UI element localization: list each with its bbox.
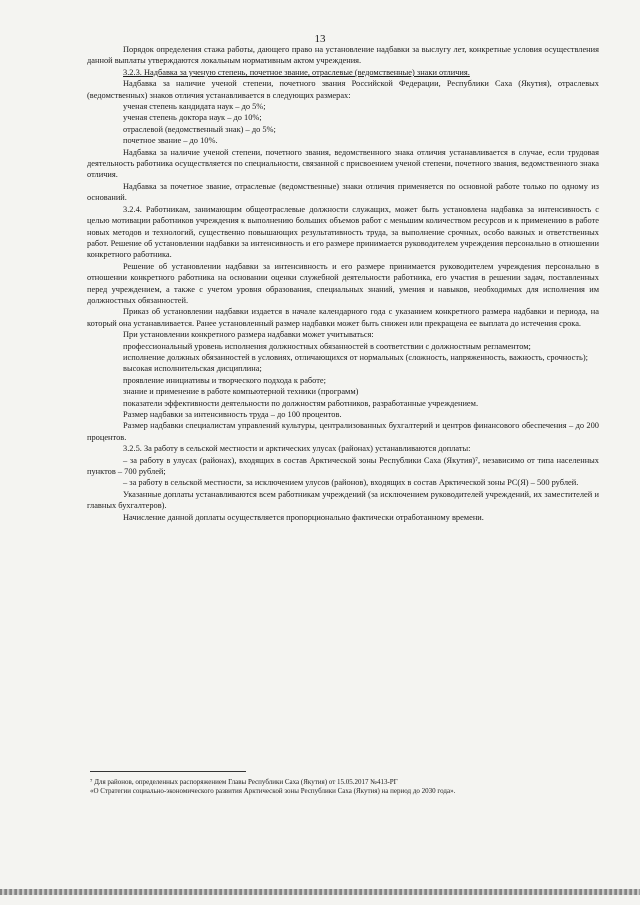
paragraph: Надбавка за почетное звание, отраслевые (ведомственные) знаки отличия применяется по основной работе только по одному из оснований. (87, 181, 599, 203)
list-item: ученая степень доктора наук – до 10%; (123, 113, 262, 123)
paragraph: Начисление данной доплаты осуществляется пропорционально фактически отработанному времени. (123, 512, 484, 522)
document-body (87, 44, 599, 523)
list-item: отраслевой (ведомственный знак) – до 5%; (123, 124, 276, 134)
paragraph: 3.2.5. За работу в сельской местности и арктических улусах (районах) устанавливаются доплаты: (123, 444, 471, 454)
list-item: профессиональный уровень исполнения должностных обязанностей в соответствии с должностным регламентом; (123, 341, 531, 351)
section-heading: 3.2.3. Надбавка за ученую степень, почетное звание, отраслевые (ведомственные) знаки отличия. (123, 67, 470, 77)
page-number: 13 (314, 33, 326, 45)
footnote-separator (90, 771, 246, 772)
paragraph: Размер надбавки за интенсивность труда – до 100 процентов. (123, 410, 342, 419)
list-item: – за работу в улусах (районах), входящих в состав Арктической зоны Республики Саха (Якутия)⁷, независимо от типа населенных пунктов – 700 рублей; (87, 455, 599, 477)
list-item: показатели эффективности деятельности по должностям работников, разработанные учреждением. (123, 398, 479, 408)
scan-edge (0, 889, 640, 895)
list-item: – за работу в сельской местности, за исключением улусов (районов), входящих в состав Арктической зоны РС(Я) – 500 рублей. (123, 478, 579, 488)
paragraph: Размер надбавки специалистам управлений культуры, централизованных бухгалтерий и центров финансового обеспечения – до 200 процентов. (87, 421, 599, 442)
paragraph: Порядок определения стажа работы, дающего право на установление надбавки за выслугу лет, конкретные условия осуществления данной выплаты утверждаются локальным нормативным актом учреждения. (87, 45, 599, 66)
list-item: проявление инициативы и творческого подхода к работе; (123, 375, 326, 385)
paragraph: Указанные доплаты устанавливаются всем работникам учреждений (за исключением руководителей учреждений, их заместителей и главных бухгалтеров). (87, 489, 599, 511)
paragraph: Надбавка за наличие ученой степени, почетного звания Российской Федерации, Республики Саха (Якутия), отраслевых (ведомственных) знаков отличия устанавливается в следующих размерах: (87, 79, 599, 100)
list-item: исполнение должных обязанностей в условиях, отличающихся от нормальных (сложность, напряженность, важность, срочность); (123, 352, 588, 362)
list-item: знание и применение в работе компьютерной техники (программ) (123, 387, 359, 397)
footnote: «О Стратегии социально-экономического развития Арктической зоны Республики Саха (Якутия) на период до 2030 года». (90, 787, 456, 796)
paragraph: Решение об установлении надбавки за интенсивность и его размере принимается руководителем учреждения персонально в отношении конкретного работника на основании оценки служебной деятельности работника, его участия в решении задач, поставленных перед учреждением, а также с учетом уровня образования, специальных знаний, умения и навыков, необходимых для исполнения им должностных обязанностей. (87, 261, 599, 305)
list-item: высокая исполнительская дисциплина; (123, 364, 262, 374)
footnotes (90, 778, 600, 796)
list-item: ученая степень кандидата наук – до 5%; (123, 102, 266, 112)
footnote: ⁷ Для районов, определенных распоряжением Главы Республики Саха (Якутия) от 15.05.2017 №413-РГ (90, 778, 398, 786)
paragraph: При установлении конкретного размера надбавки может учитываться: (123, 330, 374, 340)
paragraph: 3.2.4. Работникам, занимающим общеотраслевые должности служащих, может быть установлена надбавка за интенсивность с целью мотивации работников учреждения к выполнению больших объемов работ с меньшим количеством ресурсов и к применению в работе новых методов и технологий, существенно повышающих результативность труда, за выполнение срочных, особо важных и ответственных работ. Решение об установлении надбавки за интенсивность и его размере принимается руководителем учреждения персонально в отношении конкретного работника. (87, 204, 599, 260)
list-item: почетное звание – до 10%. (123, 136, 218, 146)
paragraph: Приказ об установлении надбавки издается в начале календарного года с указанием конкретного размера надбавки и периода, на который она устанавливается. Ранее установленный размер надбавки может быть снижен или прекращена ее выплата до истечения срока. (87, 307, 599, 328)
paragraph: Надбавка за наличие ученой степени, почетного звания, ведомственного знака отличия устанавливается в случае, если трудовая деятельность работника осуществляется по специальности, связанной с присвоением ученой степени, почетного звания, ведомственного знака отличия. (87, 147, 599, 180)
